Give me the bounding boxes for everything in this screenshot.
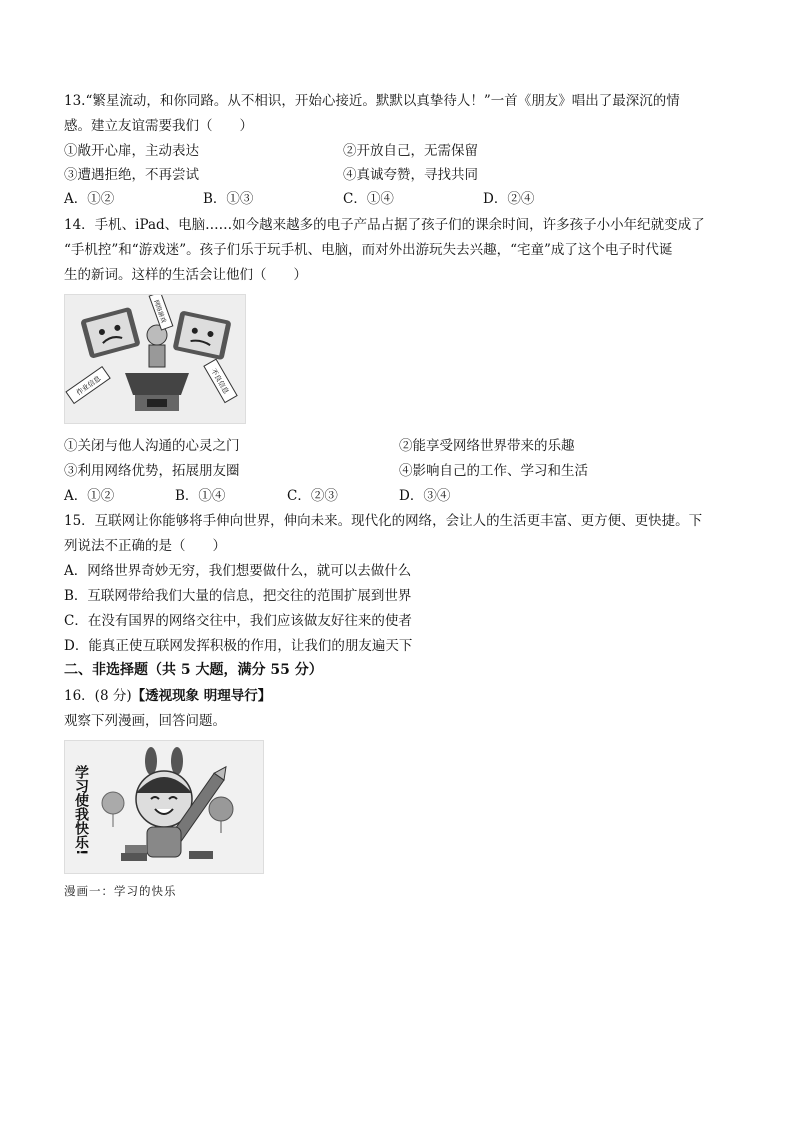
q14-item-2: ②能享受网络世界带来的乐趣 bbox=[399, 438, 575, 454]
q14-item-4: ④影响自己的工作、学习和生活 bbox=[399, 463, 588, 479]
q16-instruction: 观察下列漫画，回答问题。 bbox=[64, 713, 226, 729]
q13-option-c[interactable]: C．①④ bbox=[343, 191, 394, 207]
q16-tag: 【透视现象 明理导行】 bbox=[131, 688, 272, 704]
q16-cartoon-image bbox=[64, 740, 264, 874]
q13-option-d[interactable]: D．②④ bbox=[483, 191, 535, 207]
paper-label-bad-info: 不良信息 bbox=[209, 367, 231, 396]
q14-option-a[interactable]: A．①② bbox=[64, 488, 115, 504]
learning-girl-illustration bbox=[65, 741, 263, 873]
q14-stem-line2: “手机控”和“游戏迷”。孩子们乐于玩手机、电脑，而对外出游玩失去兴趣，“宅童”成了这个电子时代诞 bbox=[64, 242, 673, 258]
q14-option-b[interactable]: B．①④ bbox=[175, 488, 226, 504]
q13-item-3: ③遭遇拒绝，不再尝试 bbox=[64, 167, 199, 183]
q13-option-a[interactable]: A．①② bbox=[64, 191, 115, 207]
q15-option-c[interactable]: C．在没有国界的网络交往中，我们应该做友好往来的使者 bbox=[64, 613, 412, 629]
q14-cartoon-image bbox=[64, 294, 246, 424]
q13-stem-line2: 感。建立友谊需要我们（ ） bbox=[64, 118, 253, 134]
q14-stem-line1: 14．手机、iPad、电脑……如今越来越多的电子产品占据了孩子们的课余时间，许多孩子小小年纪就变成了 bbox=[64, 217, 705, 233]
q13-option-b[interactable]: B．①③ bbox=[203, 191, 254, 207]
paper-label-homework: 作业信息 bbox=[74, 374, 103, 398]
cartoon-vertical-text: 学习使我快乐! bbox=[73, 765, 89, 856]
section2-title: 二、非选择题（共 5 大题，满分 55 分） bbox=[64, 662, 323, 678]
q16-header bbox=[64, 687, 271, 705]
q16-number: 16．(8 分) bbox=[64, 688, 132, 704]
q13-item-2: ②开放自己，无需保留 bbox=[343, 143, 478, 159]
q13-stem-line1: 13.“繁星流动，和你同路。从不相识，开始心接近。默默以真挚待人！”一首《朋友》唱出了最深沉的情 bbox=[64, 93, 680, 109]
q13-item-1: ①敞开心扉，主动表达 bbox=[64, 143, 199, 159]
q14-item-3: ③利用网络优势，拓展朋友圈 bbox=[64, 463, 240, 479]
q14-option-d[interactable]: D．③④ bbox=[399, 488, 451, 504]
paper-label-game: 网络游戏 bbox=[152, 299, 167, 324]
q15-stem-line1: 15．互联网让你能够将手伸向世界，伸向未来。现代化的网络，会让人的生活更丰富、更方便、更快捷。下 bbox=[64, 513, 703, 529]
q15-stem-line2: 列说法不正确的是（ ） bbox=[64, 538, 226, 554]
q14-item-1: ①关闭与他人沟通的心灵之门 bbox=[64, 438, 240, 454]
q15-option-d[interactable]: D．能真正使互联网发挥积极的作用，让我们的朋友遍天下 bbox=[64, 638, 413, 654]
q14-option-c[interactable]: C．②③ bbox=[287, 488, 338, 504]
q15-option-b[interactable]: B．互联网带给我们大量的信息，把交往的范围扩展到世界 bbox=[64, 588, 412, 604]
screens-illustration bbox=[65, 295, 245, 423]
q14-stem-line3: 生的新词。这样的生活会让他们（ ） bbox=[64, 267, 307, 283]
q13-item-4: ④真诚夸赞，寻找共同 bbox=[343, 167, 478, 183]
q16-cartoon-caption: 漫画一：学习的快乐 bbox=[64, 884, 177, 898]
q15-option-a[interactable]: A．网络世界奇妙无穷，我们想要做什么，就可以去做什么 bbox=[64, 563, 412, 579]
